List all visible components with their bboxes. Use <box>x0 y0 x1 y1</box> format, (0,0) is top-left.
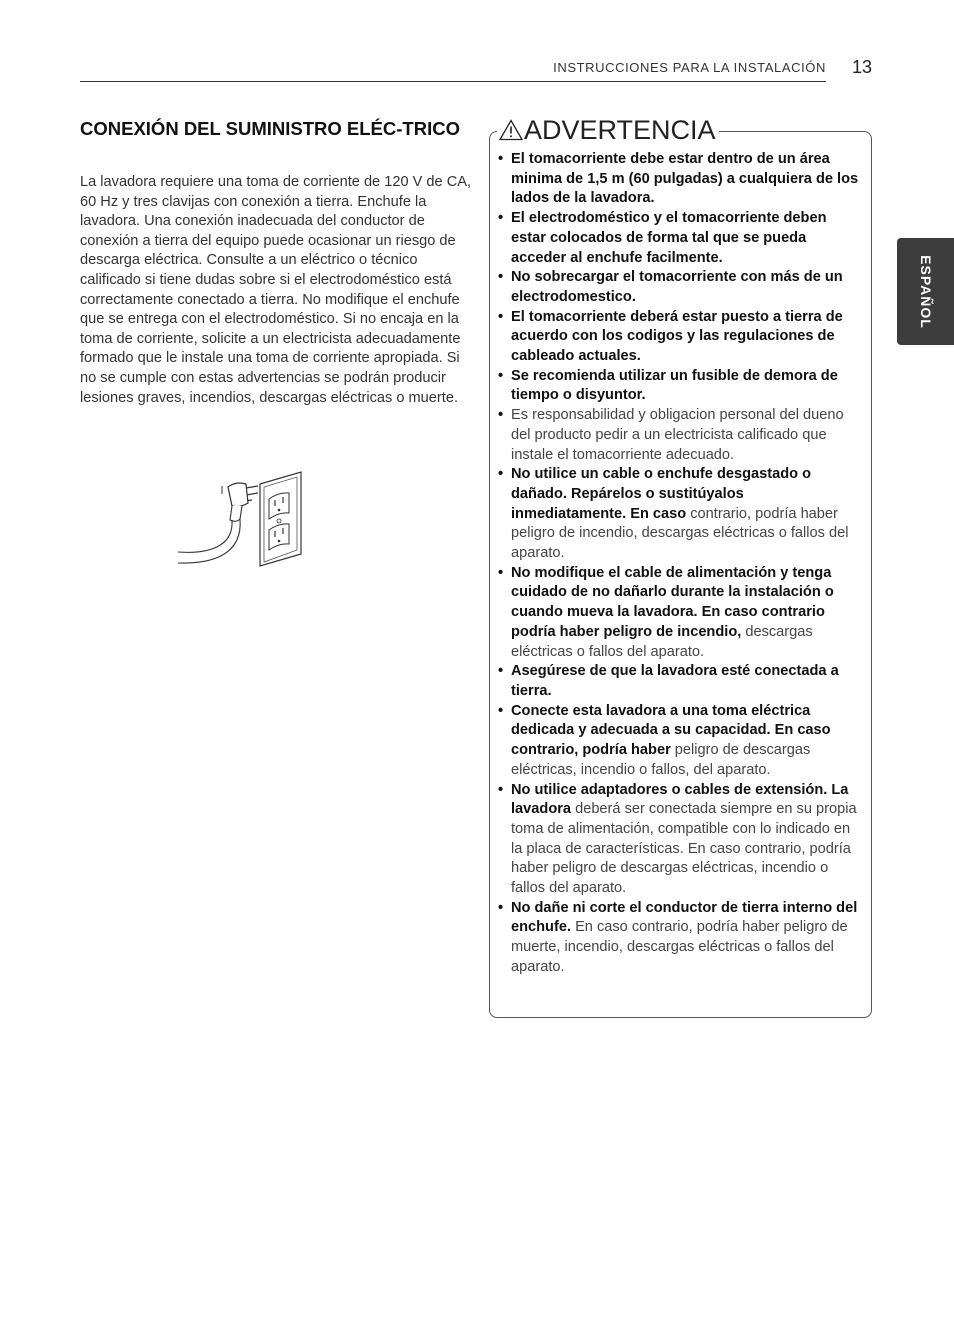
warning-item-bold: No modifique el cable de alimentación y tenga cuidado de no dañarlo durante la instalación o cuando mueva la lavadora. En caso contrario podría haber peligro de incendio, <box>511 564 834 640</box>
warning-item <box>496 150 860 209</box>
warning-item-bold: Conecte esta lavadora a una toma eléctrica dedicada y adecuada a su capacidad. En caso contrario, podría haber <box>511 702 831 759</box>
warning-item-bold: El electrodoméstico y el tomacorriente deben estar colocados de forma tal que se pueda acceder al enchufe facilmente. <box>511 210 827 266</box>
warning-title-text: ADVERTENCIA <box>524 115 716 145</box>
warning-item <box>496 564 860 663</box>
warning-item-bold: El tomacorriente deberá estar puesto a tierra de acuerdo con los codigos y las regulaciones de cableado actuales. <box>511 308 843 365</box>
warning-item <box>496 465 860 564</box>
header-divider <box>80 81 826 82</box>
warning-item-bold: Se recomienda utilizar un fusible de demora de tiempo o disyuntor. <box>511 367 838 404</box>
warning-item <box>496 662 860 701</box>
warning-title <box>497 113 719 147</box>
warning-item-bold: El tomacorriente debe estar dentro de un área minima de 1,5 m (60 pulgadas) a cualquiera de los lados de la lavadora. <box>511 151 859 207</box>
section-title: CONEXIÓN DEL SUMINISTRO ELÉC-TRICO <box>80 118 460 139</box>
warning-item <box>496 308 860 367</box>
language-tab <box>897 238 954 345</box>
warning-item <box>496 367 860 406</box>
warning-item <box>496 702 860 781</box>
warning-item-regular: En caso contrario, podría haber peligro de muerte, incendio, descargas eléctricas o fallos del aparato. <box>511 919 848 975</box>
warning-item-bold: No dañe ni corte el conductor de tierra interno del enchufe. <box>511 899 858 936</box>
warning-item-bold: No utilice un cable o enchufe desgastado o dañado. Repárelos o sustitúyalos inmediatamente. En caso <box>511 466 812 522</box>
warning-item <box>496 781 860 899</box>
warning-item-regular: deberá ser conectada siempre en su propia toma de alimentación, compatible con lo indicado en la placa de características. En caso contrario, podría haber peligro de descargas eléctricas, incendio o fallos del aparato. <box>511 801 857 897</box>
warning-item <box>496 209 860 268</box>
warning-triangle-icon <box>499 119 523 141</box>
warning-item <box>496 406 860 465</box>
warning-item-bold: No sobrecargar el tomacorriente con más de un electrodomestico. <box>511 269 843 305</box>
header-section-title: INSTRUCCIONES PARA LA INSTALACIÓN <box>553 60 826 75</box>
plug-and-outlet-icon <box>176 470 306 570</box>
warning-item <box>496 899 860 978</box>
warning-list <box>496 150 860 978</box>
warning-item-bold: No utilice adaptadores o cables de extensión. La lavadora <box>511 781 849 818</box>
section-body: La lavadora requiere una toma de corriente de 120 V de CA, 60 Hz y tres clavijas con conexión a tierra. Enchufe la lavadora. Una conexión inadecuada del conductor de conexión a tierra del equipo puede ocasionar un riesgo de descarga eléctrica. Consulte a un eléctrico o técnico calificado si tiene dudas sobre si el electrodoméstico está correctamente conectado a tierra. No modifique el enchufe que se entrega con el electrodoméstico. Si no encaja en la toma de corriente, solicite a un electricista adecuadamente formado que le instale una toma de corriente apropiada. Si no se cumple con estas advertencias se podrán producir lesiones graves, incendios, descargas eléctricas o muerte. <box>80 174 472 406</box>
page-number: 13 <box>852 57 873 77</box>
warning-item-regular: Es responsabilidad y obligacion personal del dueno del producto pedir a un electricista calificado que instale el tomacorriente adecuado. <box>511 407 844 463</box>
warning-item-regular: peligro de descargas eléctricas, incendio o fallos, del aparato. <box>511 742 811 778</box>
warning-item-regular: descargas eléctricas o fallos del aparato. <box>511 623 813 660</box>
warning-item-regular: contrario, podría haber peligro de incendio, descargas eléctricas o fallos del aparato. <box>511 505 849 562</box>
warning-item <box>496 268 860 307</box>
language-tab-label: ESPAÑOL <box>917 254 934 329</box>
warning-item-bold: Asegúrese de que la lavadora esté conectada a tierra. <box>511 663 839 699</box>
